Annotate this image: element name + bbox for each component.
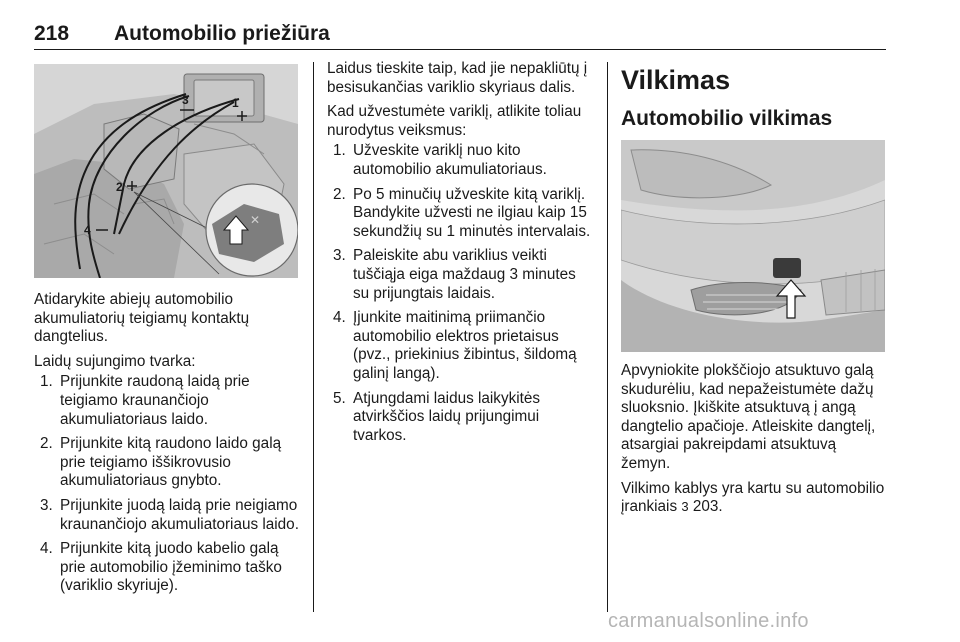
list-item — [34, 540, 302, 596]
tow-eye-cover-illustration — [621, 140, 885, 352]
column-middle — [327, 60, 595, 451]
intro-paragraph: Atidarykite abiejų automobilio akumuliatorių teigiamų kontaktų dangtelius. — [34, 291, 250, 346]
page-number: 218 — [34, 22, 70, 45]
step-text: Prijunkite juodą laidą prie neigiamo kraunančiojo akumuliatoriaus laido. — [60, 496, 299, 533]
start-steps-list — [327, 142, 595, 445]
column-divider-right — [607, 62, 608, 612]
list-item — [327, 247, 595, 303]
step-text: Prijunkite kitą raudono laido galą prie teigiamo iššikrovusio akumuliatoriaus gnybto. — [60, 435, 282, 490]
tow-eye-paragraph: Apvyniokite plokščiojo atsuktuvo galą skudurėliu, kad nepažeistumėte dažų sluoksnio. Įkiškite atsuktuvą į angą dangtelio apačioje. Atleiskite dangtelį, atsargiai pakreipdami atsuktuvą žemyn. — [621, 362, 876, 472]
step-text: Prijunkite kitą juodo kabelio galą prie automobilio įžeminimo taško (variklio skyriuje). — [60, 540, 282, 595]
step-number: 2. — [40, 435, 53, 453]
step-text: Paleiskite abu variklius veikti tuščiąja eiga maždaug 3 minutes su prijungtais laidais. — [353, 247, 576, 302]
step-number: 1. — [40, 373, 53, 391]
column-divider-left — [313, 62, 314, 612]
start-engine-intro: Kad užvestumėte variklį, atlikite toliau nurodytus veiksmus: — [327, 103, 582, 139]
page-header — [34, 22, 886, 50]
tow-hook-location-paragraph — [621, 480, 889, 517]
page-title: Automobilio priežiūra — [114, 22, 330, 45]
page-reference-link[interactable]: 203. — [692, 498, 723, 516]
step-text: Įjunkite maitinimą priimančio automobilio elektros prietaisus (pvz., priekinius žibintus, šildomą galinį langą). — [353, 309, 577, 382]
list-item — [34, 435, 302, 491]
order-heading: Laidų sujungimo tvarka: — [34, 352, 196, 370]
step-number: 3. — [333, 247, 346, 265]
step-number: 5. — [333, 389, 346, 407]
step-number: 2. — [333, 185, 346, 203]
tow-hook-text: Vilkimo kablys yra kartu su automobilio įrankiais — [621, 479, 885, 516]
section-heading: Vilkimas — [621, 65, 731, 95]
callout-label: 1 — [232, 96, 239, 110]
step-text: Atjungdami laidus laikykitės atvirkščios laidų prijungimui tvarkos. — [353, 389, 541, 444]
callout-label: 4 — [84, 223, 91, 237]
list-item — [327, 390, 595, 446]
step-number: 4. — [40, 540, 53, 558]
jump-start-illustration — [34, 64, 298, 278]
list-item — [327, 309, 595, 383]
step-text: Po 5 minučių užveskite kitą variklį. Bandykite užvesti ne ilgiau kaip 15 sekundžių su 1 minutės intervalais. — [353, 185, 591, 240]
list-item — [34, 373, 302, 429]
list-item — [327, 142, 595, 179]
step-number: 1. — [333, 142, 346, 160]
watermark: carmanualsonline.info — [608, 610, 809, 632]
svg-text:✕: ✕ — [250, 213, 261, 227]
step-text: Užveskite variklį nuo kito automobilio akumuliatoriaus. — [353, 142, 547, 178]
step-number: 4. — [333, 309, 346, 327]
list-item — [327, 186, 595, 242]
connection-steps-list — [34, 373, 302, 596]
callout-label: 2 — [116, 180, 123, 194]
callout-label: 3 — [182, 93, 189, 107]
page-reference-icon[interactable]: 3 — [681, 499, 689, 515]
column-left — [34, 291, 302, 602]
subsection-heading: Automobilio vilkimas — [621, 107, 833, 130]
cable-routing-paragraph: Laidus tieskite taip, kad jie nepakliūtų į besisukančias variklio skyriaus dalis. — [327, 60, 588, 96]
column-right — [621, 362, 889, 517]
step-number: 3. — [40, 496, 53, 514]
list-item — [34, 497, 302, 534]
step-text: Prijunkite raudoną laidą prie teigiamo kraunančiojo akumuliatoriaus laido. — [60, 373, 250, 428]
